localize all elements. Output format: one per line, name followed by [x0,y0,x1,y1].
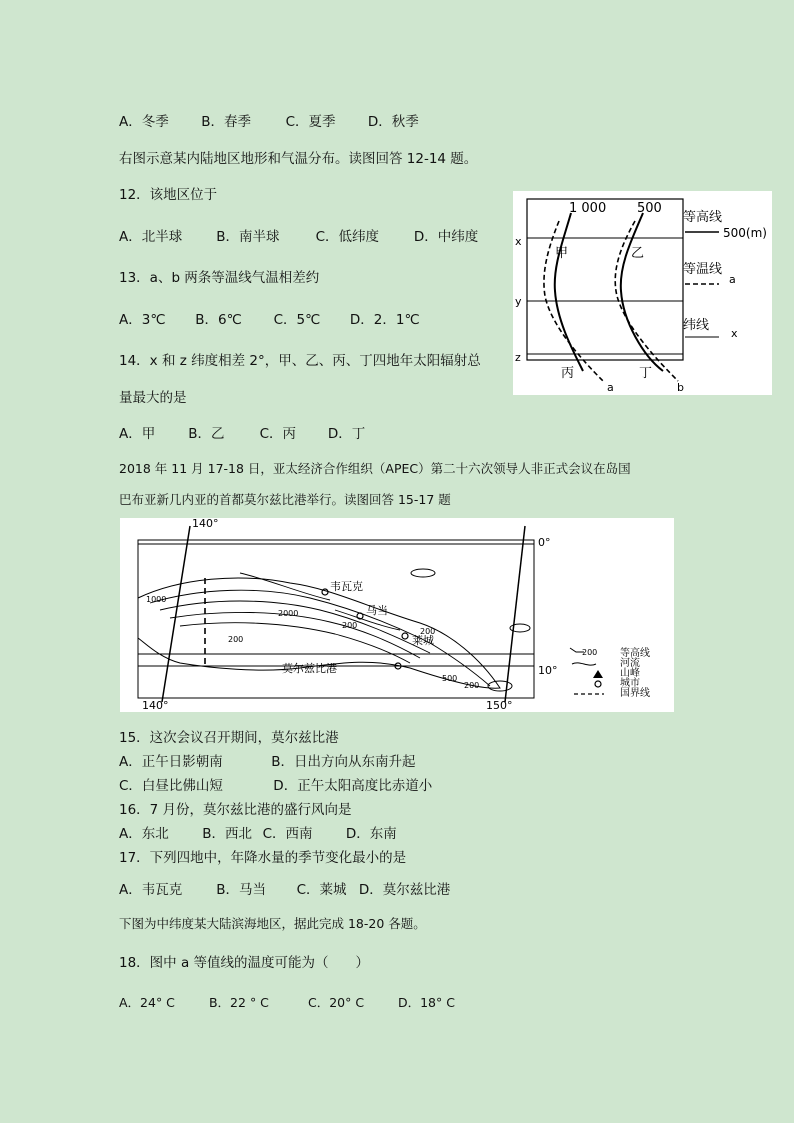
q12-option-a[interactable]: A．北半球 [119,229,183,245]
place-label-jia: 甲 [555,246,569,261]
q17-option-a[interactable]: A．韦瓦克 [119,882,183,898]
lat-label-10: 10° [538,664,558,677]
q18-options [119,993,455,1011]
q14-option-b[interactable]: B．乙 [188,426,225,442]
city-madang: 马当 [366,604,388,617]
q18-option-b[interactable]: B．22 ° C [208,995,269,1010]
q16-option-c[interactable]: C．西南 [262,826,313,842]
contour-val-5: 200 [420,627,436,636]
q16-option-b[interactable]: B．西北 [202,826,253,842]
q15-options-row1 [119,750,416,770]
contour-label-500: 500 [637,201,662,216]
intro-15-17-line2: 巴布亚新几内亚的首都莫尔兹比港举行。读图回答 15-17 题 [119,492,451,507]
intro-12-14: 右图示意某内陆地区地形和气温分布。读图回答 12-14 题。 [119,151,478,167]
q11-option-d[interactable]: D．秋季 [367,114,419,130]
q13-stem: 13．a、b 两条等温线气温相差约 [119,270,320,286]
contour-val-7: 200 [464,681,480,690]
q14-option-c[interactable]: C．丙 [259,426,297,442]
legend-isotherm-mark: a [729,273,736,286]
lon-label-bottom-140: 140° [142,699,169,712]
peak-icon [593,670,603,678]
q15-option-d[interactable]: D．正午太阳高度比赤道小 [273,778,433,794]
q17-option-b[interactable]: B．马当 [216,882,267,898]
q18-option-a[interactable]: A．24° C [119,995,175,1010]
q13-option-a[interactable]: A．3℃ [119,312,166,328]
lat-label-z: z [515,351,521,364]
legend-latitude-mark: x [731,327,738,340]
q12-option-d[interactable]: D．中纬度 [413,229,479,245]
contour-val-1: 1000 [146,595,167,604]
q11-options [119,110,419,130]
q13-option-c[interactable]: C．5℃ [273,312,321,328]
contour-val-6: 500 [442,674,458,683]
isotherm-label-a: a [607,381,614,394]
q17-option-c[interactable]: C．莱城 [296,882,347,898]
q11-option-b[interactable]: B．春季 [201,114,252,130]
q16-option-a[interactable]: A．东北 [119,826,169,842]
q18-stem: 18．图中 a 等值线的温度可能为（ ） [119,955,370,971]
legend-contour-value: 500(m) [723,226,767,240]
q13-option-b[interactable]: B．6℃ [195,312,242,328]
q17-stem: 17．下列四地中，年降水量的季节变化最小的是 [119,850,407,866]
contour-val-2: 2000 [278,609,299,618]
q11-option-c[interactable]: C．夏季 [285,114,336,130]
q12-options [119,225,478,245]
q17-options [119,878,450,898]
lat-label-y: y [515,295,522,308]
q15-option-b[interactable]: B．日出方向从东南升起 [271,754,416,770]
figure-png-map [120,518,674,712]
q15-stem: 15．这次会议召开期间，莫尔兹比港 [119,730,339,746]
q12-option-c[interactable]: C．低纬度 [315,229,380,245]
q14-stem-line2: 量最大的是 [119,390,187,406]
legend-peak: 山峰 [620,668,640,679]
figure-terrain-temperature [513,191,772,395]
q14-option-a[interactable]: A．甲 [119,426,156,442]
q16-option-d[interactable]: D．东南 [345,826,397,842]
isotherm-label-b: b [677,381,684,394]
lat-label-0: 0° [538,536,551,549]
place-label-bing: 丙 [561,366,575,381]
q18-option-c[interactable]: C．20° C [307,995,365,1010]
lon-label-top-140: 140° [192,518,219,530]
legend-river: 河流 [620,658,640,669]
q15-options-row2 [119,774,432,794]
contour-val-3: 200 [228,635,244,644]
q15-option-c[interactable]: C．白昼比佛山短 [119,778,223,794]
contour-label-1000: 1 000 [569,201,607,216]
lat-label-x: x [515,235,522,248]
q12-option-b[interactable]: B．南半球 [216,229,280,245]
place-label-ding: 丁 [639,366,653,381]
q12-stem: 12．该地区位于 [119,187,218,203]
q14-option-d[interactable]: D．丁 [327,426,366,442]
city-wewak: 韦瓦克 [330,580,363,593]
q15-option-a[interactable]: A．正午日影朝南 [119,754,223,770]
q13-options [119,308,420,328]
legend-city: 城市 [620,678,640,689]
legend-border: 国界线 [620,688,650,699]
q17-option-d[interactable]: D．莫尔兹比港 [358,882,451,898]
intro-15-17-line1: 2018 年 11 月 17-18 日，亚太经济合作组织（APEC）第二十六次领导人非正式会议在岛国 [119,461,631,476]
legend-isotherm-title: 等温线 [683,262,723,277]
q13-option-d[interactable]: D．2．1℃ [349,312,420,328]
intro-18-20: 下图为中纬度某大陆滨海地区，据此完成 18-20 各题。 [119,916,426,931]
legend-contour-title: 等高线 [683,210,723,225]
q16-options [119,822,397,842]
city-port-moresby: 莫尔兹比港 [282,662,337,675]
q11-option-a[interactable]: A．冬季 [119,114,169,130]
city-lae: 莱城 [412,634,434,647]
q16-stem: 16．7 月份，莫尔兹比港的盛行风向是 [119,802,352,818]
q14-options [119,422,365,442]
lon-label-bottom-150: 150° [486,699,513,712]
legend-contour: 等高线 [620,648,650,659]
contour-val-4: 200 [342,621,358,630]
city-icon [595,681,601,687]
legend-latitude-title: 纬线 [683,318,710,333]
q14-stem-line1: 14．x 和 z 纬度相差 2°，甲、乙、丙、丁四地年太阳辐射总 [119,353,481,369]
legend-sample-value: 200 [582,648,598,657]
q18-option-d[interactable]: D．18° C [397,995,455,1010]
place-label-yi: 乙 [631,246,645,261]
